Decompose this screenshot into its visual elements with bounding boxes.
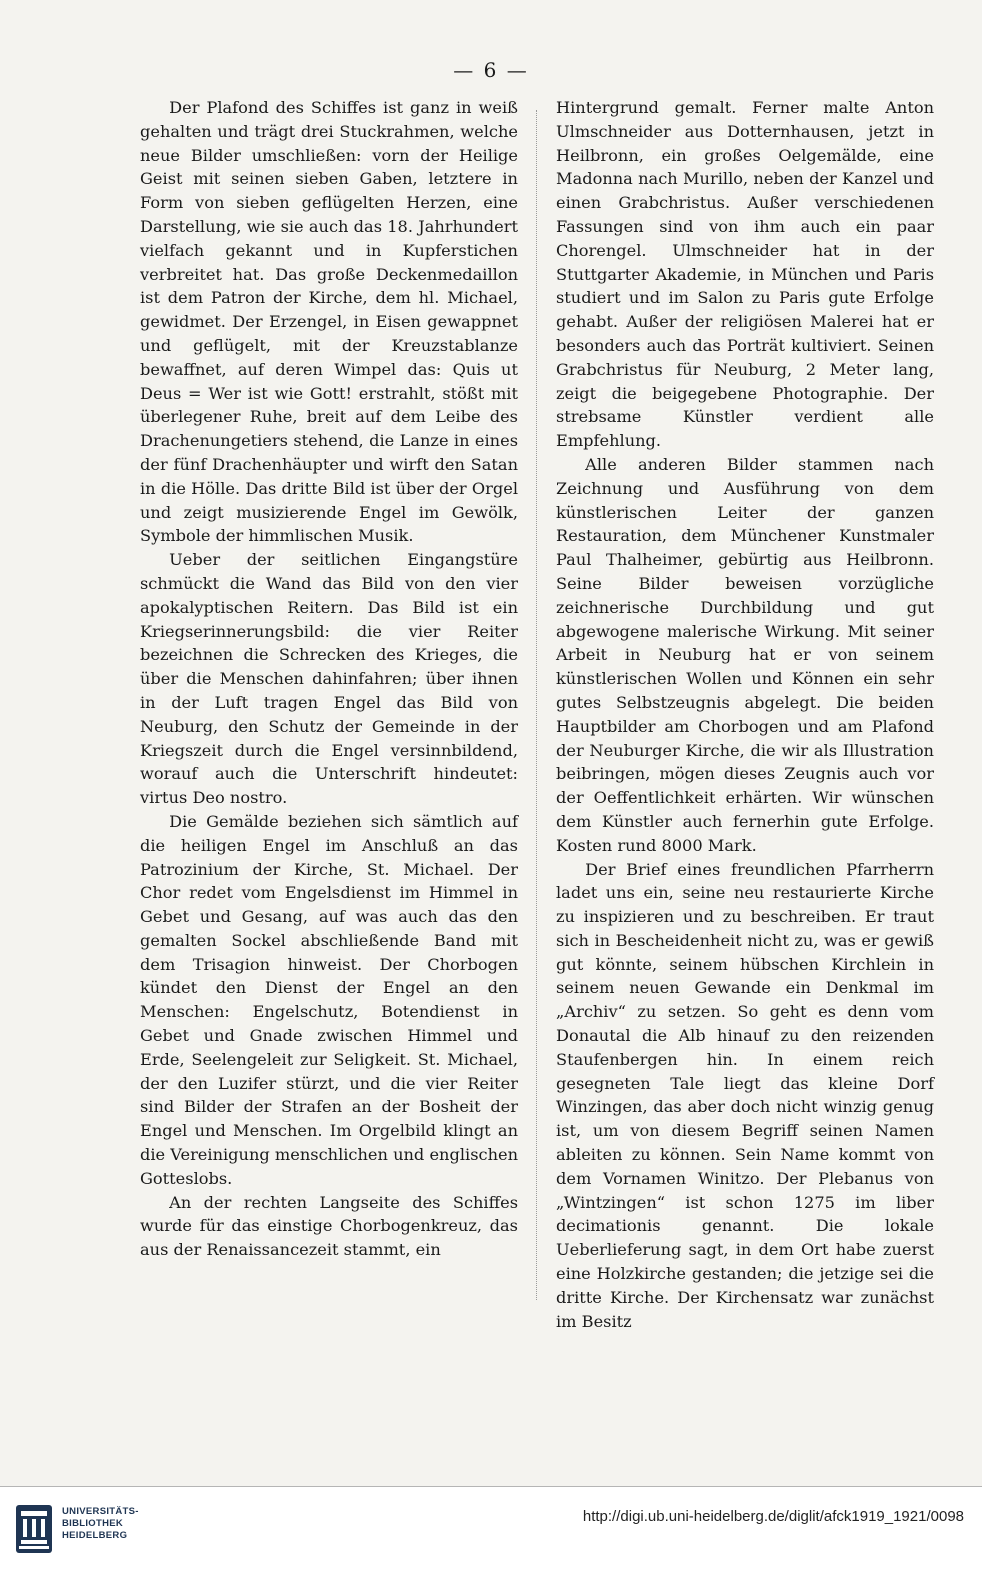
institution-line: HEIDELBERG bbox=[62, 1530, 128, 1541]
university-seal-icon[interactable] bbox=[14, 1503, 54, 1555]
paragraph: Der Brief eines freundlichen Pfarrherrn ladet uns ein, seine neu restaurierte Kirche zu inspizieren und zu beschreiben. Er traut sich in Bescheidenheit nicht zu, was er gewiß gut könnte, seinem hübschen Kirchlein in seinem neuen Gewande ein Denkmal im „Archiv“ zu setzen. So geht es denn vom Donautal die Alb hinauf zu den reizenden Staufenbergen hin. In einem reich gesegneten Tale liegt das kleine Dorf Winzingen, das aber doch nicht winzig genug ist, um von diesem Begriff seinen Namen ableiten zu können. Sein Name kommt von dem Vornamen Winitzo. Der Plebanus von „Wintzingen“ ist schon 1275 im liber decimationis genannt. Die lokale Ueberlieferung sagt, in dem Ort habe zuerst eine Holzkirche gestanden; die jetzige sei die dritte Kirche. Der Kirchensatz war zunächst im Besitz bbox=[556, 859, 934, 1331]
footer-divider bbox=[0, 1486, 982, 1487]
left-text-column bbox=[140, 96, 518, 1262]
institution-name bbox=[62, 1506, 139, 1542]
column-divider bbox=[536, 110, 537, 1300]
paragraph: Der Plafond des Schiffes ist ganz in weiß gehalten und trägt drei Stuckrahmen, welche neue Bilder umschließen: vorn der Heilige Geist mit seinen sieben Gaben, letztere in Form von sieben geflügelten Herzen, eine Darstellung, wie sie auch das 18. Jahrhundert vielfach gekannt und in Kupferstichen verbreitet hat. Das große Deckenmedaillon ist dem Patron der Kirche, dem hl. Michael, gewidmet. Der Erzengel, in Eisen gewappnet und geflügelt, mit der Kreuzstablanze bewaffnet, auf deren Wimpel das: Quis ut Deus = Wer ist wie Gott! erstrahlt, stößt mit überlegener Ruhe, breit auf dem Leibe des Drachenungetiers stehend, die Lanze in eines der fünf Drachenhäupter und wirft den Satan in die Hölle. Das dritte Bild ist über der Orgel und zeigt musizierende Engel im Gewölk, Symbole der himmlischen Musik. bbox=[140, 98, 518, 546]
page-number: — 6 — bbox=[453, 58, 529, 82]
paragraph: Die Gemälde beziehen sich sämtlich auf die heiligen Engel im Anschluß an das Patrozinium der Kirche, St. Michael. Der Chor redet vom Engelsdienst im Himmel in Gebet und Gesang, auf was auch das den gemalten Sockel abschließende Band mit dem Trisagion hinweist. Der Chorbogen kündet den Dienst der Engel an den Menschen: Engelschutz, Botendienst in Gebet und Gnade zwischen Himmel und Erde, Seelengeleit zur Seligkeit. St. Michael, der den Luzifer stürzt, und die vier Reiter sind Bilder der Strafen an der Bosheit der Engel und Menschen. Im Orgelbild klingt an die Vereinigung menschlichen und englischen Gotteslobs. bbox=[140, 811, 518, 1188]
paragraph: Alle anderen Bilder stammen nach Zeichnung und Ausführung von dem künstlerischen Leiter der ganzen Restauration, dem Münchener Kunstmaler Paul Thalheimer, gebürtig aus Heilbronn. Seine Bilder beweisen vorzügliche zeichnerische Durchbildung und gut abgewogene malerische Wirkung. Mit seiner Arbeit in Neuburg hat er von seinem künstlerischen Wollen und Können ein sehr gutes Selbstzeugnis abgelegt. Die beiden Hauptbilder am Chorbogen und am Plafond der Neuburger Kirche, die wir als Illustration beibringen, mögen dieses Zeugnis auch vor der Oeffentlichkeit erhärten. Wir wünschen dem Künstler auch fernerhin gute Erfolge. Kosten rund 8000 Mark. bbox=[556, 454, 934, 855]
footer-bar bbox=[0, 1486, 982, 1571]
institution-line: UNIVERSITÄTS- bbox=[62, 1506, 139, 1517]
paragraph: An der rechten Langseite des Schiffes wurde für das einstige Chorbogenkreuz, das aus der Renaissancezeit stammt, ein bbox=[140, 1192, 518, 1260]
right-text-column bbox=[556, 96, 934, 1333]
source-url-link[interactable]: http://digi.ub.uni-heidelberg.de/diglit/afck1919_1921/0098 bbox=[582, 1508, 964, 1525]
paragraph: Hintergrund gemalt. Ferner malte Anton Ulmschneider aus Dotternhausen, jetzt in Heilbronn, ein großes Oelgemälde, eine Madonna nach Murillo, neben der Kanzel und einen Grabchristus. Außer verschiedenen Fassungen sind von ihm auch ein paar Chorengel. Ulmschneider hat in der Stuttgarter Akademie, in München und Paris studiert und im Salon zu Paris gute Erfolge gehabt. Außer der religiösen Malerei hat er besonders auch das Porträt kultiviert. Seinen Grabchristus für Neuburg, 2 Meter lang, zeigt die beigegebene Photographie. Der strebsame Künstler verdient alle Empfehlung. bbox=[556, 98, 934, 451]
institution-line: BIBLIOTHEK bbox=[62, 1518, 124, 1529]
paragraph: Ueber der seitlichen Eingangstüre schmückt die Wand das Bild von den vier apokalyptischen Reitern. Das Bild ist ein Kriegserinnerungsbild: die vier Reiter bezeichnen die Schrecken des Krieges, die über die Menschen dahinfahren; über ihnen in der Luft tragen Engel das Bild von Neuburg, den Schutz der Gemeinde in der Kriegszeit durch die Engel versinnbildend, worauf auch die Unterschrift hindeutet: virtus Deo nostro. bbox=[140, 550, 518, 808]
